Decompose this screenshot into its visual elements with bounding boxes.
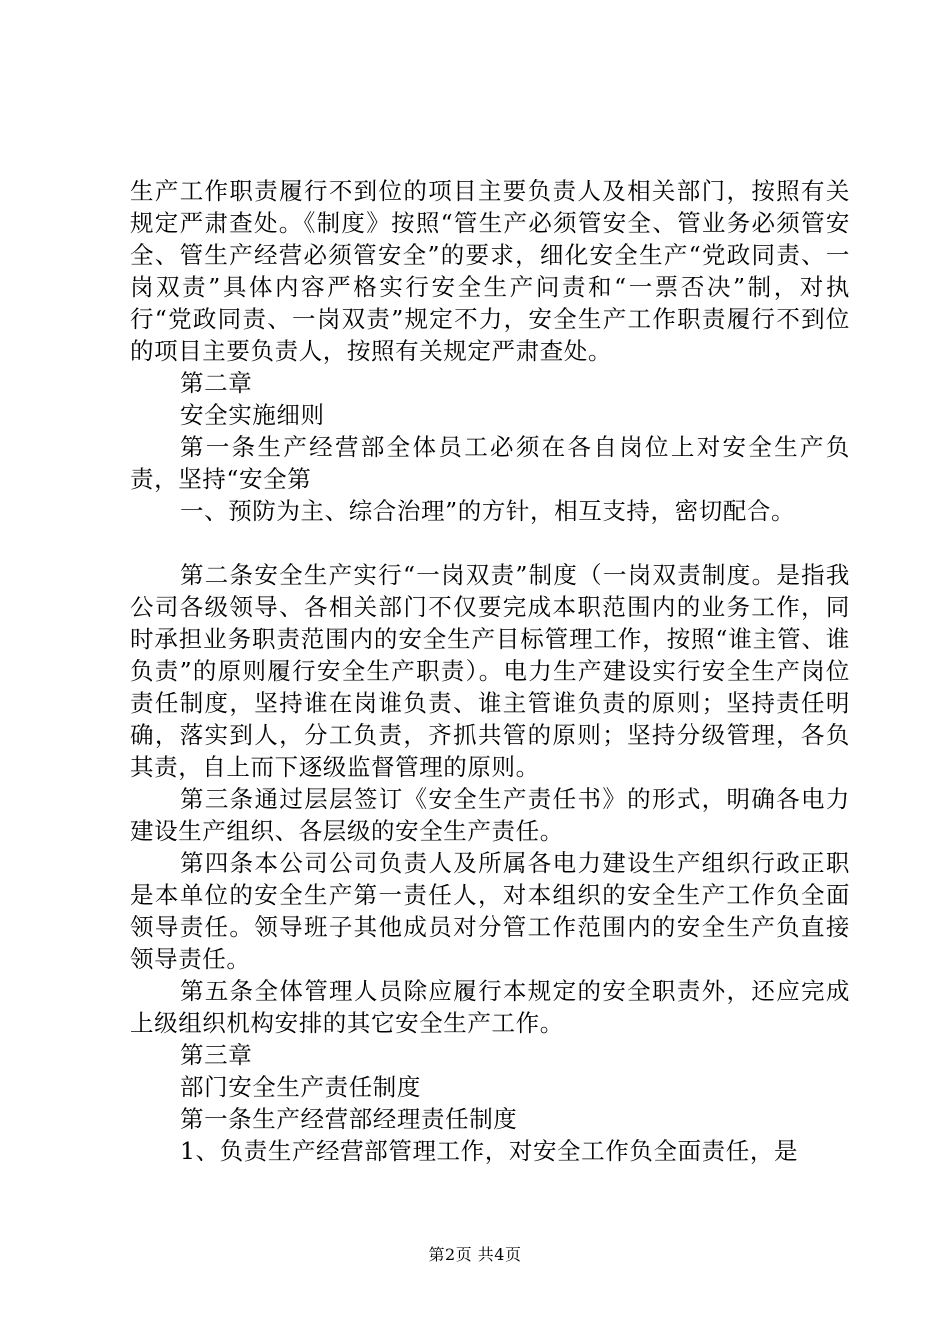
paragraph: 一、预防为主、综合治理”的方针，相互支持，密切配合。 [180,497,796,525]
document-body [130,175,850,1167]
article-paragraph: 第一条生产经营部经理责任制度 [180,1105,518,1133]
list-item: 1、负责生产经营部管理工作，对安全工作负全面责任，是 [180,1137,799,1165]
article-paragraph: 第三条通过层层签订《安全生产责任书》的形式，明确各电力建设生产组织、各层级的安全生产责任。 [130,785,850,845]
page-footer [0,1245,950,1265]
article-paragraph: 第四条本公司公司负责人及所属各电力建设生产组织行政正职是本单位的安全生产第一责任人，对本组织的安全生产工作负全面领导责任。领导班子其他成员对分管工作范围内的安全生产负直接领导责任。 [130,849,850,973]
article-paragraph: 第二条安全生产实行“一岗双责”制度（一岗双责制度。是指我公司各级领导、各相关部门不仅要完成本职范围内的业务工作，同时承担业务职责范围内的安全生产目标管理工作，按照“谁主管、谁负责”的原则履行安全生产职责）。电力生产建设实行安全生产岗位责任制度，坚持谁在岗谁负责、谁主管谁负责的原则；坚持责任明确，落实到人，分工负责，齐抓共管的原则；坚持分级管理，各负其责，自上而下逐级监督管理的原则。 [130,561,850,781]
article-paragraph: 第一条生产经营部全体员工必须在各自岗位上对安全生产负责，坚持“安全第 [130,433,850,493]
chapter-heading: 第二章 [180,369,253,397]
article-paragraph: 第五条全体管理人员除应履行本规定的安全职责外，还应完成上级组织机构安排的其它安全生产工作。 [130,977,850,1037]
page-number: 第2页 共4页 [428,1245,522,1264]
blank-line [130,527,850,559]
chapter-heading: 第三章 [180,1041,253,1069]
paragraph: 生产工作职责履行不到位的项目主要负责人及相关部门，按照有关规定严肃查处。《制度》按照“管生产必须管安全、管业务必须管安全、管生产经营必须管安全”的要求，细化安全生产“党政同责、一岗双责”具体内容严格实行安全生产问责和“一票否决”制，对执行“党政同责、一岗双责”规定不力，安全生产工作职责履行不到位的项目主要负责人，按照有关规定严肃查处。 [130,177,850,365]
chapter-title: 部门安全生产责任制度 [180,1073,421,1101]
chapter-title: 安全实施细则 [180,401,325,429]
